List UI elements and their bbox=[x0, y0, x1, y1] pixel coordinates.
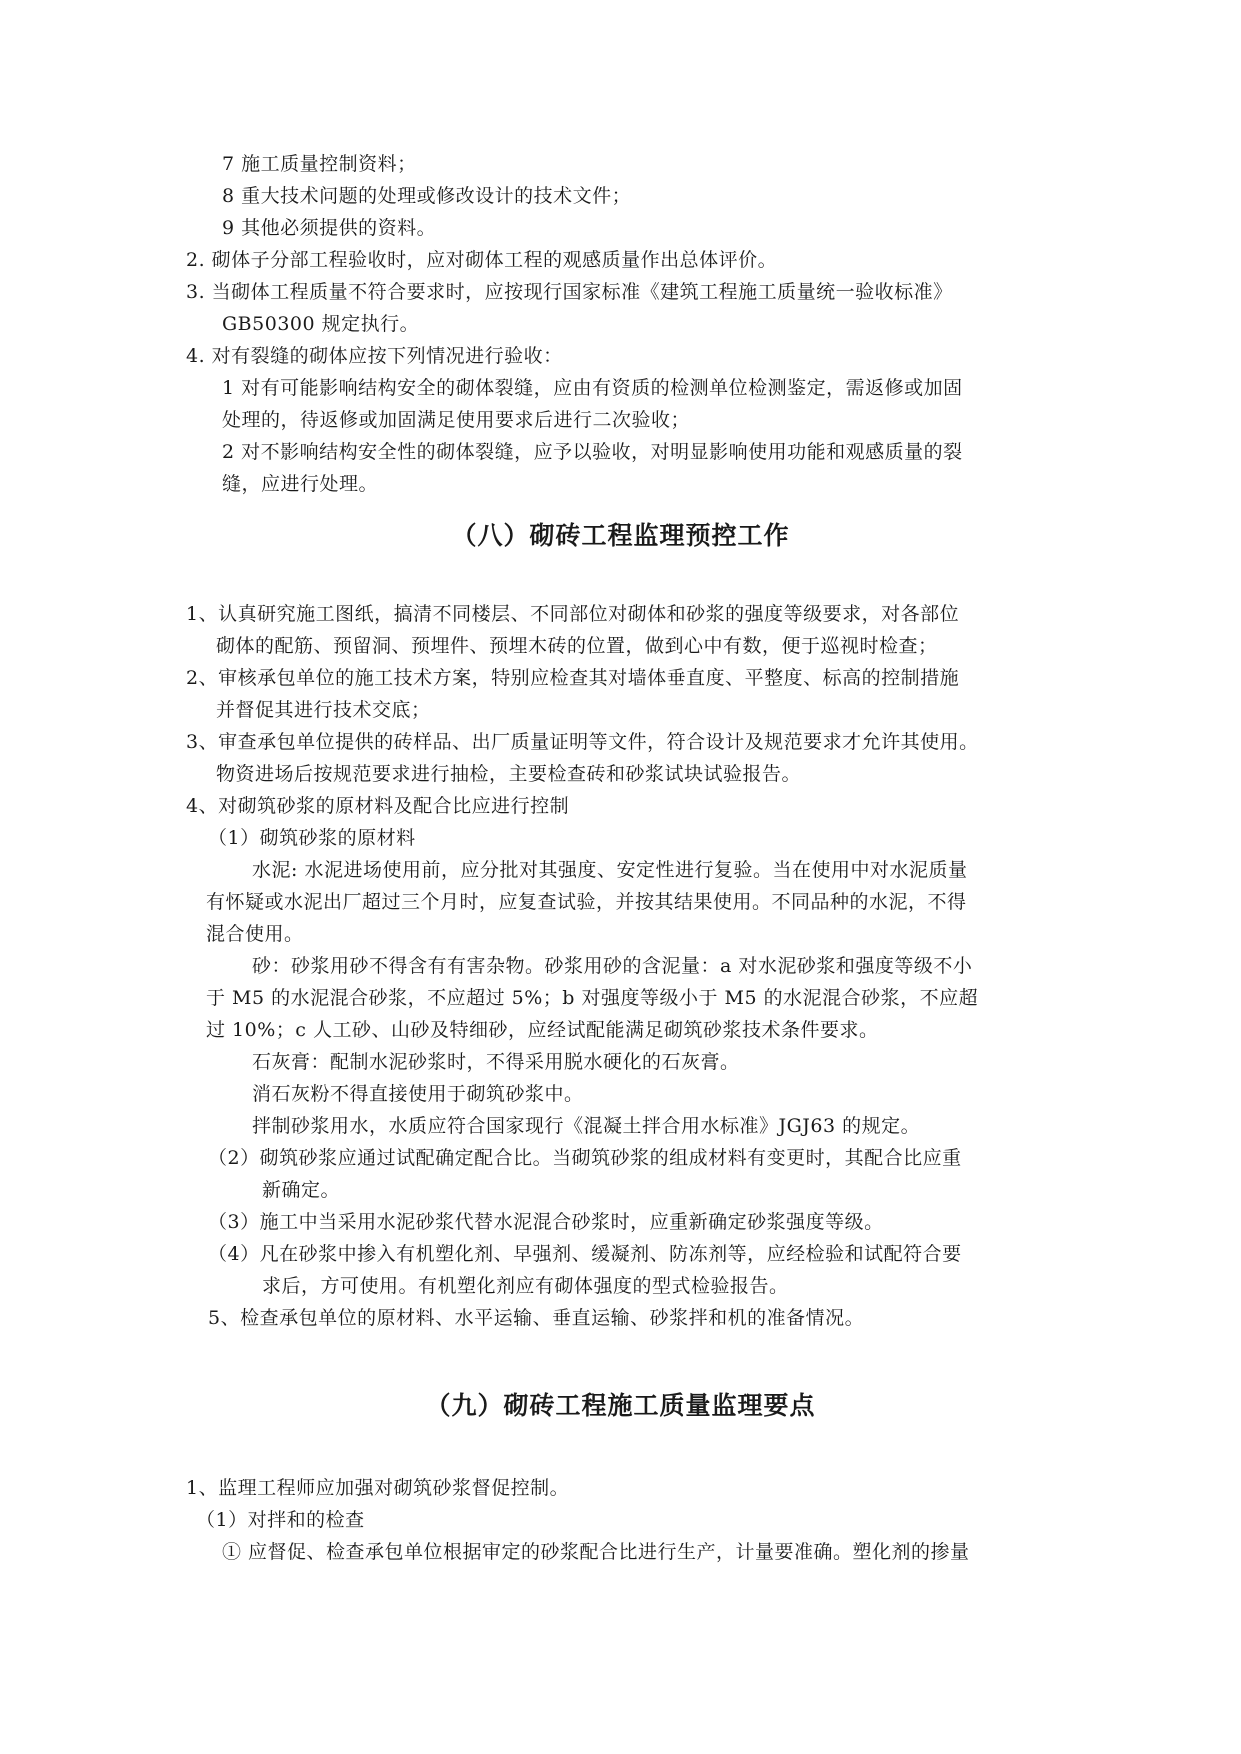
text-line: 求后，方可使用。有机塑化剂应有砌体强度的型式检验报告。 bbox=[262, 1275, 789, 1297]
text-line: 5、检查承包单位的原材料、水平运输、垂直运输、砂浆拌和机的准备情况。 bbox=[208, 1307, 865, 1329]
text-line: 1、认真研究施工图纸，搞清不同楼层、不同部位对砌体和砂浆的强度等级要求，对各部位 bbox=[186, 603, 960, 625]
text-line: 1、监理工程师应加强对砌筑砂浆督促控制。 bbox=[186, 1477, 570, 1499]
text-line: （1）对拌和的检查 bbox=[196, 1509, 365, 1531]
text-line: 混合使用。 bbox=[206, 923, 304, 945]
text-line: （2）砌筑砂浆应通过试配确定配合比。当砌筑砂浆的组成材料有变更时，其配合比应重 bbox=[208, 1147, 962, 1169]
text-line: 过 10%；c 人工砂、山砂及特细砂，应经试配能满足砌筑砂浆技术条件要求。 bbox=[206, 1019, 879, 1041]
text-line: ① 应督促、检查承包单位根据审定的砂浆配合比进行生产，计量要准确。塑化剂的掺量 bbox=[222, 1541, 970, 1563]
text-line: 2 对不影响结构安全性的砌体裂缝，应予以验收，对明显影响使用功能和观感质量的裂 bbox=[222, 441, 963, 463]
text-line: 物资进场后按规范要求进行抽检，主要检查砖和砂浆试块试验报告。 bbox=[216, 763, 802, 785]
text-line: 9 其他必须提供的资料。 bbox=[222, 217, 437, 239]
section-heading: （八）砌砖工程监理预控工作 bbox=[451, 521, 790, 550]
text-line: 1 对有可能影响结构安全的砌体裂缝，应由有资质的检测单位检测鉴定，需返修或加固 bbox=[222, 377, 963, 399]
text-line: 水泥: 水泥进场使用前，应分批对其强度、安定性进行复验。当在使用中对水泥质量 bbox=[252, 859, 968, 881]
text-line: 于 M5 的水泥混合砂浆，不应超过 5%；b 对强度等级小于 M5 的水泥混合砂浆，不应超 bbox=[206, 987, 979, 1009]
text-line: 3. 当砌体工程质量不符合要求时，应按现行国家标准《建筑工程施工质量统一验收标准》 bbox=[186, 281, 953, 303]
text-line: （1）砌筑砂浆的原材料 bbox=[208, 827, 416, 849]
text-line: 2. 砌体子分部工程验收时，应对砌体工程的观感质量作出总体评价。 bbox=[186, 249, 778, 271]
text-line: 石灰膏：配制水泥砂浆时，不得采用脱水硬化的石灰膏。 bbox=[252, 1051, 740, 1073]
text-line: 并督促其进行技术交底； bbox=[216, 699, 431, 721]
text-line: 新确定。 bbox=[262, 1179, 341, 1201]
text-line: 处理的，待返修或加固满足使用要求后进行二次验收； bbox=[222, 409, 691, 431]
text-line: 砌体的配筋、预留洞、预埋件、预埋木砖的位置，做到心中有数，便于巡视时检查； bbox=[216, 635, 938, 657]
text-line: GB50300 规定执行。 bbox=[222, 313, 420, 335]
text-line: 4、对砌筑砂浆的原材料及配合比应进行控制 bbox=[186, 795, 570, 817]
text-line: （4）凡在砂浆中掺入有机塑化剂、早强剂、缓凝剂、防冻剂等，应经检验和试配符合要 bbox=[208, 1243, 962, 1265]
text-line: 7 施工质量控制资料； bbox=[222, 153, 417, 175]
text-line: 消石灰粉不得直接使用于砌筑砂浆中。 bbox=[252, 1083, 584, 1105]
text-line: 8 重大技术问题的处理或修改设计的技术文件； bbox=[222, 185, 632, 207]
text-line: （3）施工中当采用水泥砂浆代替水泥混合砂浆时，应重新确定砂浆强度等级。 bbox=[208, 1211, 884, 1233]
text-line: 4. 对有裂缝的砌体应按下列情况进行验收： bbox=[186, 345, 563, 367]
text-line: 砂：砂浆用砂不得含有有害杂物。砂浆用砂的含泥量：a 对水泥砂浆和强度等级不小 bbox=[252, 955, 973, 977]
section-heading: （九）砌砖工程施工质量监理要点 bbox=[425, 1391, 816, 1420]
text-line: 拌制砂浆用水，水质应符合国家现行《混凝土拌合用水标准》JGJ63 的规定。 bbox=[252, 1115, 921, 1137]
text-line: 有怀疑或水泥出厂超过三个月时，应复查试验，并按其结果使用。不同品种的水泥，不得 bbox=[206, 891, 967, 913]
text-line: 3、审查承包单位提供的砖样品、出厂质量证明等文件，符合设计及规范要求才允许其使用。 bbox=[186, 731, 979, 753]
text-line: 缝，应进行处理。 bbox=[222, 473, 379, 495]
text-line: 2、审核承包单位的施工技术方案，特别应检查其对墙体垂直度、平整度、标高的控制措施 bbox=[186, 667, 960, 689]
